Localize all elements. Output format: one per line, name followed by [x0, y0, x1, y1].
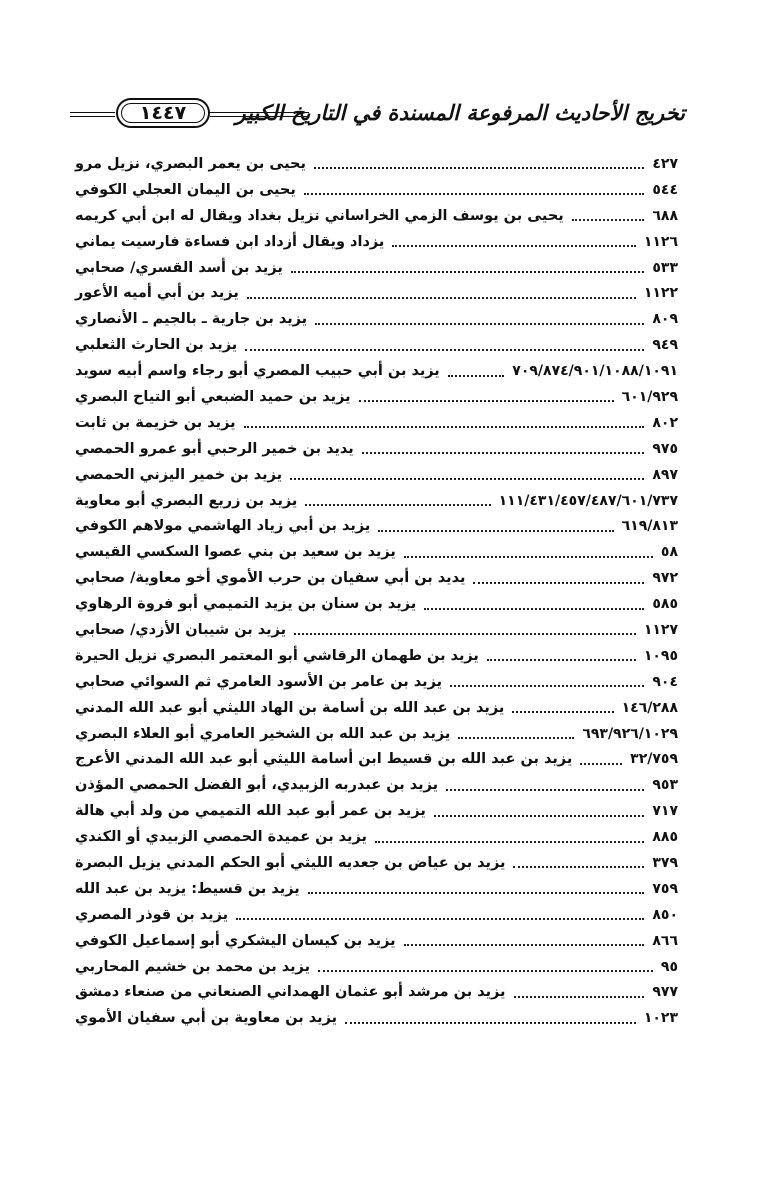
entry-page-numbers: ٩٧٧: [652, 984, 678, 1001]
dot-leader: [318, 969, 653, 972]
dot-leader: [245, 348, 644, 351]
dot-leader: [514, 995, 645, 998]
entry-name: يزيد بن قوذر المصري: [75, 906, 229, 923]
index-entry: [75, 462, 678, 488]
index-entry: [75, 772, 678, 798]
entry-name: يزيد بن سنان بن يزيد التميمي أبو فروة الرهاوي: [75, 596, 417, 613]
header-rule-left: [70, 112, 115, 117]
entry-name: يزيد بن أبي زياد الهاشمي مولاهم الكوفي: [75, 518, 371, 535]
index-entry: [75, 332, 678, 358]
entry-page-numbers: ٥٨: [660, 544, 678, 561]
dot-leader: [424, 607, 644, 610]
index-entry: [75, 203, 678, 229]
dot-leader: [404, 943, 645, 946]
index-entry: [75, 151, 678, 177]
dot-leader: [236, 917, 644, 920]
entry-name: يزيد بن عبد الله بن قسيط ابن أسامة الليثي أبو عبد الله المدني الأعرج: [75, 751, 573, 768]
index-entry: [75, 436, 678, 462]
entry-name: يزيد بن جارية ـ بالجيم ـ الأنصاري: [75, 311, 308, 328]
entry-page-numbers: ١١١/٤٣١/٤٥٧/٤٨٧/٦٠١/٧٣٧: [498, 492, 678, 509]
entry-page-numbers: ٩٠٤: [652, 673, 678, 690]
dot-leader: [291, 270, 645, 273]
entry-name: يزيد بن مرشد أبو عثمان الهمداني الصنعاني من صنعاء دمشق: [75, 984, 506, 1001]
entry-name: يزيد بن أبي أميه الأعور: [75, 285, 239, 302]
index-entry: [75, 643, 678, 669]
index-entry: [75, 928, 678, 954]
index-entry: [75, 902, 678, 928]
entry-name: يزيد بن خمير اليزني الحمصي: [75, 466, 283, 483]
dot-leader: [487, 658, 636, 661]
index-entry: [75, 850, 678, 876]
index-list: [75, 151, 678, 1031]
entry-page-numbers: ٩٧٢: [652, 570, 678, 587]
entry-name: يزيد بن عبدربه الزبيدي، أبو الفضل الحمصي المؤذن: [75, 777, 439, 794]
dot-leader: [359, 399, 614, 402]
index-entry: [75, 721, 678, 747]
index-entry: [75, 306, 678, 332]
entry-name: يديد بن خمير الرحبي أبو عمرو الحمصي: [75, 440, 354, 457]
dot-leader: [304, 192, 645, 195]
index-entry: [75, 410, 678, 436]
dot-leader: [362, 451, 645, 454]
entry-name: يزيد بن خزيمة بن ثابت: [75, 414, 236, 431]
index-entry: [75, 358, 678, 384]
entry-page-numbers: ١٤٦/٢٨٨: [621, 699, 678, 716]
entry-name: يحيى بن يعمر البصري، نزيل مرو: [75, 155, 306, 172]
entry-name: يزيد بن الحارث الثعلبي: [75, 337, 238, 354]
entry-page-numbers: ١٠٢٣: [643, 1010, 678, 1027]
entry-page-numbers: ٧٥٩: [652, 880, 678, 897]
dot-leader: [572, 218, 645, 221]
index-entry: [75, 1005, 678, 1031]
dot-leader: [580, 762, 622, 765]
index-entry: [75, 798, 678, 824]
dot-leader: [434, 814, 645, 817]
entry-name: يزيد بن كيسان اليشكري أبو إسماعيل الكوفي: [75, 932, 396, 949]
dot-leader: [244, 425, 645, 428]
entry-name: يحيى بن يوسف الزمي الخراساني نزيل بغداد ويقال له ابن أبي كريمه: [75, 207, 564, 224]
dot-leader: [458, 736, 574, 739]
entry-page-numbers: ٩٧٥: [652, 440, 678, 457]
index-entry: [75, 565, 678, 591]
entry-name: يزيد بن عبد الله بن أسامة بن الهاد الليثي أبو عبد الله المدني: [75, 699, 505, 716]
dot-leader: [448, 374, 505, 377]
dot-leader: [513, 865, 644, 868]
dot-leader: [294, 632, 636, 635]
dot-leader: [308, 891, 645, 894]
entry-page-numbers: ١١٢٦: [643, 233, 678, 250]
entry-page-numbers: ٣٢/٧٥٩: [630, 751, 678, 768]
dot-leader: [345, 1021, 636, 1024]
dot-leader: [305, 503, 490, 506]
dot-leader: [290, 477, 644, 480]
running-header: [70, 96, 685, 136]
entry-name: يزيد بن شيبان الأزدي/ صحابي: [75, 621, 287, 638]
index-entry: [75, 695, 678, 721]
entry-page-numbers: ٨٦٦: [652, 932, 678, 949]
entry-name: يديد بن أبي سفيان بن حرب الأموي أخو معاوية/ صحابي: [75, 570, 466, 587]
index-entry: [75, 513, 678, 539]
index-entry: [75, 280, 678, 306]
entry-name: يزيد بن عامر بن الأسود العامري ثم السوائي صحابي: [75, 673, 443, 690]
entry-page-numbers: ٥٤٤: [652, 181, 678, 198]
entry-page-numbers: ٥٨٥: [652, 596, 678, 613]
dot-leader: [473, 581, 644, 584]
dot-leader: [446, 788, 644, 791]
index-entry: [75, 746, 678, 772]
entry-name: يزيد بن عبد الله بن الشخير العامري أبو العلاء البصري: [75, 725, 451, 742]
dot-leader: [315, 322, 644, 325]
entry-page-numbers: ٧١٧: [652, 803, 678, 820]
entry-page-numbers: ١٠٩٥: [643, 647, 678, 664]
index-entry: [75, 177, 678, 203]
index-entry: [75, 617, 678, 643]
dot-leader: [404, 555, 653, 558]
entry-name: يزيد بن معاوية بن أبي سفيان الأموي: [75, 1010, 338, 1027]
entry-page-numbers: ٦٠١/٩٢٩: [621, 388, 678, 405]
entry-page-numbers: ٤٢٧: [652, 155, 678, 172]
dot-leader: [450, 684, 644, 687]
index-entry: [75, 591, 678, 617]
entry-page-numbers: ٦٩٣/٩٢٦/١٠٢٩: [582, 725, 678, 742]
entry-name: يزداد ويقال أزداد ابن فساءة فارسيت يماني: [75, 233, 385, 250]
entry-name: يزيد بن طهمان الرقاشي أبو المعتمر البصري نزيل الحيرة: [75, 647, 479, 664]
entry-page-numbers: ٨٩٧: [652, 466, 678, 483]
entry-name: يزيد بن قسيط: يزيد بن عبد الله: [75, 880, 300, 897]
entry-name: يزيد بن محمد بن خشيم المحاربي: [75, 958, 311, 975]
dot-leader: [392, 244, 635, 247]
book-title: تخريج الأحاديث المرفوعة المسندة في التاريخ الكبير: [235, 100, 685, 125]
index-entry: [75, 488, 678, 514]
entry-name: يزيد بن عياض بن جعديه الليثي أبو الحكم المدني يزيل البصرة: [75, 854, 506, 871]
entry-page-numbers: ٥٣٣: [652, 259, 678, 276]
entry-name: يحيى بن اليمان العجلي الكوفي: [75, 181, 296, 198]
index-entry: [75, 824, 678, 850]
entry-page-numbers: ٨٠٩: [652, 311, 678, 328]
entry-name: يزيد بن سعيد بن بني عصوا السكسي القيسي: [75, 544, 396, 561]
index-entry: [75, 229, 678, 255]
index-entry: [75, 255, 678, 281]
entry-page-numbers: ٣٧٩: [652, 854, 678, 871]
index-entry: [75, 669, 678, 695]
entry-name: يزيد بن عمر أبو عبد الله التميمي من ولد أبي هالة: [75, 803, 426, 820]
index-entry: [75, 980, 678, 1006]
dot-leader: [247, 296, 636, 299]
entry-page-numbers: ٩٤٩: [652, 337, 678, 354]
dot-leader: [375, 840, 644, 843]
entry-page-numbers: ٩٥٣: [652, 777, 678, 794]
entry-page-numbers: ١١٢٢: [643, 285, 678, 302]
entry-page-numbers: ٨٥٠: [652, 906, 678, 923]
index-entry: [75, 954, 678, 980]
entry-page-numbers: ٨٠٢: [652, 414, 678, 431]
dot-leader: [314, 166, 644, 169]
entry-page-numbers: ٧٠٩/٨٧٤/٩٠١/١٠٨٨/١٠٩١: [512, 363, 678, 380]
page-number-badge: [116, 98, 210, 128]
entry-name: يزيد بن عميدة الحمصي الزبيدي أو الكندي: [75, 829, 367, 846]
entry-page-numbers: ٦١٩/٨١٣: [621, 518, 678, 535]
dot-leader: [378, 529, 613, 532]
index-entry: [75, 539, 678, 565]
entry-name: يزيد بن أبي حبيب المصري أبو رجاء واسم أبيه سويد: [75, 363, 440, 380]
index-entry: [75, 384, 678, 410]
entry-page-numbers: ٦٨٨: [652, 207, 678, 224]
entry-name: يزيد بن أسد القسري/ صحابي: [75, 259, 283, 276]
entry-page-numbers: ٩٥: [660, 958, 678, 975]
entry-page-numbers: ١١٢٧: [643, 621, 678, 638]
page-number: ١٤٤٧: [139, 102, 187, 124]
entry-name: يزيد بن زريع البصري أبو معاوية: [75, 492, 298, 509]
entry-name: يزيد بن حميد الضبعي أبو التياح البصري: [75, 388, 351, 405]
entry-page-numbers: ٨٨٥: [652, 829, 678, 846]
dot-leader: [512, 710, 613, 713]
index-entry: [75, 876, 678, 902]
